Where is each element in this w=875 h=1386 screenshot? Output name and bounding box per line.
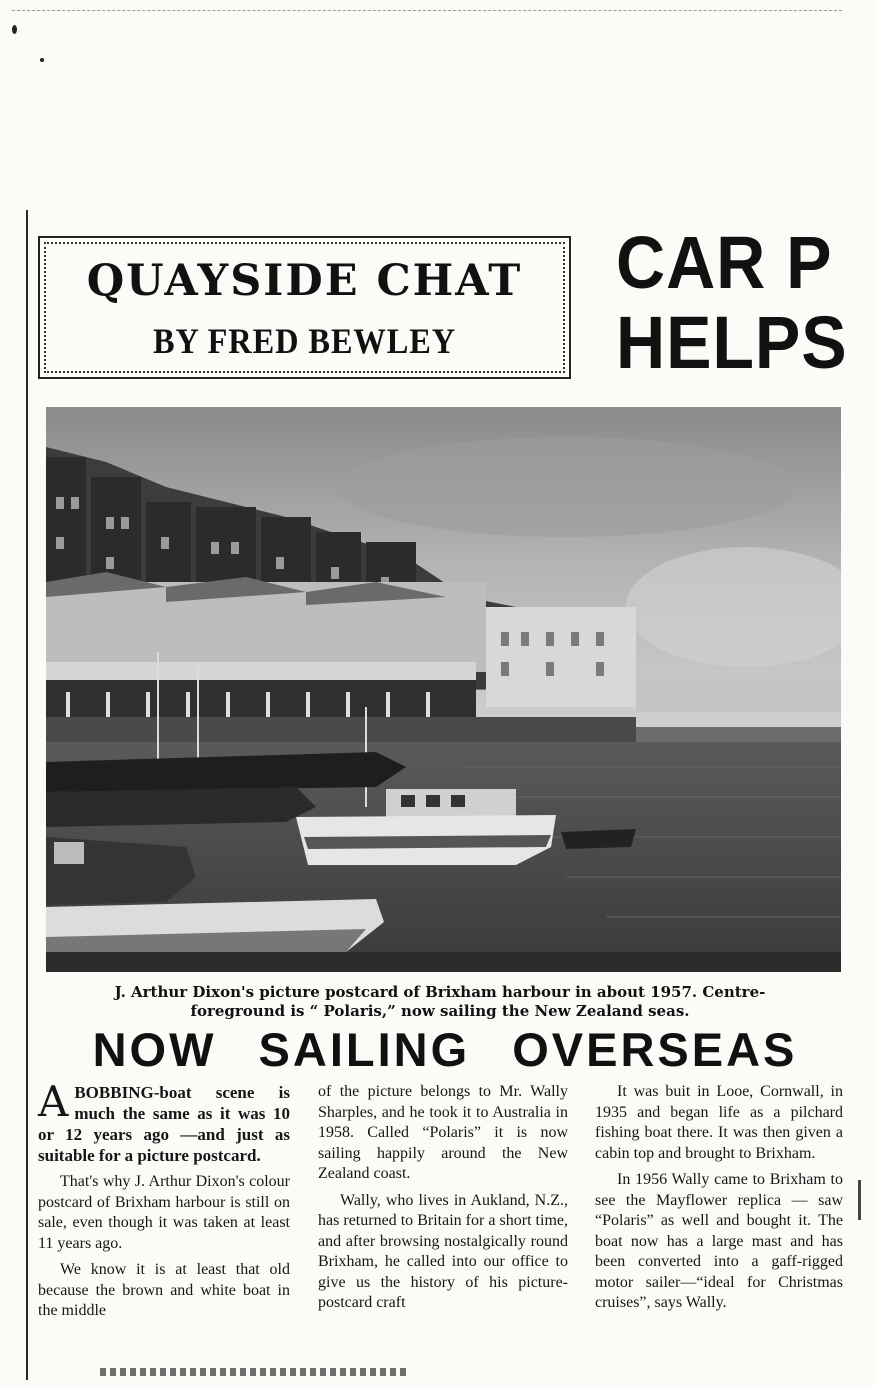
article-column-2	[318, 1082, 568, 1320]
photo-caption	[60, 983, 820, 1021]
masthead-title: QUAYSIDE CHAT	[86, 256, 523, 306]
article-headline: NOW SAILING OVERSEAS	[92, 1023, 798, 1076]
paragraph: It was buit in Looe, Cornwall, in 1935 and began life as a pilchard fishing boat there. It was then given a cabin top and brought to Brixham.	[595, 1083, 843, 1162]
harbour-photo	[46, 407, 841, 972]
column-rule	[26, 210, 28, 1380]
paragraph: In 1956 Wally came to Brixham to see the Mayflower replica — saw “Polaris” as well and bought it. The boat now has a large mast and has been converted into a gaff-rigged motor sailer—“ideal for Christmas cruises”, says Wally.	[595, 1171, 843, 1311]
paragraph: Wally, who lives in Aukland, N.Z., has returned to Britain for a short time, and after browsing nostalgically round Brixham, he called into our office to give us the history of his picture-postcard craft	[318, 1191, 568, 1311]
masthead-box	[38, 236, 571, 379]
paragraph: of the picture belongs to Mr. Wally Sharples, and he took it to Australia in 1958. Called “Polaris” it is now sailing happily around the New Zealand coast.	[318, 1083, 568, 1182]
top-rule	[12, 10, 842, 11]
edge-mark	[858, 1180, 861, 1220]
paragraph: We know it is at least that old because the brown and white boat in the middle	[38, 1261, 290, 1319]
caption-line2: foreground is “ Polaris,” now sailing the New Zealand seas.	[190, 1002, 690, 1020]
print-smudge	[100, 1368, 410, 1376]
side-headline-line2: HELPS	[616, 301, 848, 384]
paragraph: That's why J. Arthur Dixon's colour postcard of Brixham harbour is still on sale, even though it was taken at least 11 years ago.	[38, 1173, 290, 1252]
article-column-3	[595, 1082, 843, 1320]
caption-line1: J. Arthur Dixon's picture postcard of Brixham harbour in about 1957. Centre-	[114, 983, 766, 1001]
article-lead	[38, 1077, 290, 1166]
article-column-1	[38, 1077, 290, 1328]
side-headline-line1: CAR P	[616, 221, 833, 304]
lead-text: BOBBING-boat scene is much the same as it was 10 or 12 years ago —and just as suitable for a picture postcard.	[38, 1083, 290, 1165]
masthead-byline: BY FRED BEWLEY	[152, 321, 457, 361]
ink-speck	[12, 25, 17, 34]
drop-cap: A	[38, 1077, 69, 1126]
side-headline	[612, 212, 875, 392]
ink-speck	[40, 58, 44, 62]
